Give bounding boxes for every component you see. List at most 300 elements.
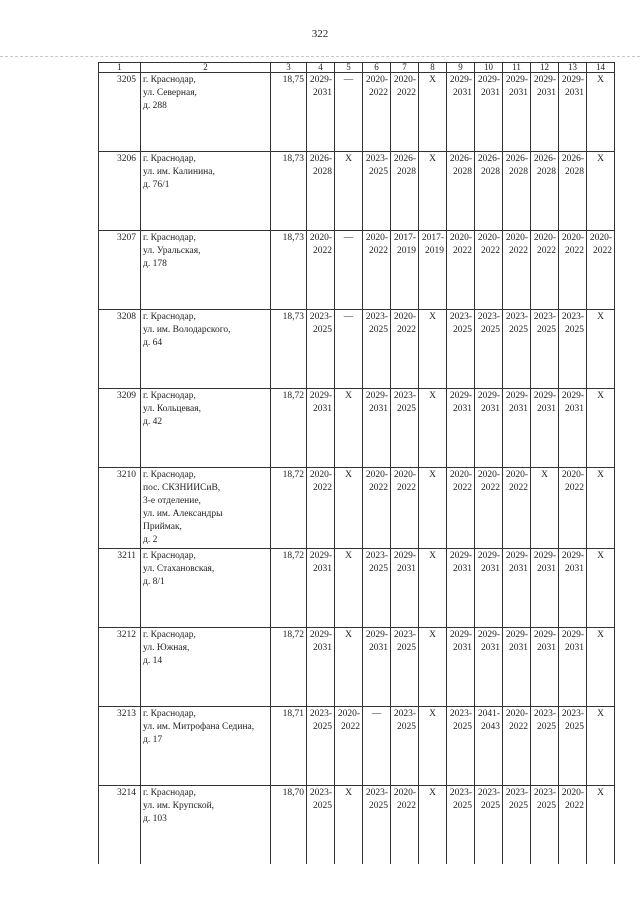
period-text: 2031 [369,404,388,414]
period-text: 2031 [481,643,500,653]
address-line: ул. им. Митрофана Седина, [143,722,255,732]
column-header: 8 [419,63,447,73]
period-cell [503,73,531,152]
period-cell [587,73,615,152]
period-text: Х [597,551,604,561]
period-cell [363,310,391,389]
period-text: 2025 [509,801,528,811]
period-cell [391,310,419,389]
period-text: 2020- [393,788,416,798]
period-cell [419,389,447,468]
period-text: 2029- [561,630,584,640]
period-text: 2026- [309,154,332,164]
period-cell [503,786,531,865]
period-text: 2025 [313,801,332,811]
period-text: 2026- [505,154,528,164]
period-text: 2020- [477,233,500,243]
address-line: д. 8/1 [143,577,165,587]
column-header: 10 [475,63,503,73]
period-text: 2029- [365,630,388,640]
period-text: 2020- [309,233,332,243]
column-header: 6 [363,63,391,73]
column-header: 4 [307,63,335,73]
period-text: 2020- [393,470,416,480]
period-text: Х [429,391,436,401]
period-cell [587,468,615,549]
period-text: 2025 [313,325,332,335]
address-line: ул. им. Калинина, [143,167,215,177]
period-text: 2023- [477,312,500,322]
address-cell [141,549,271,628]
period-text: 2031 [453,643,472,653]
period-text: 2025 [481,325,500,335]
period-text: 2031 [509,643,528,653]
period-cell [559,231,587,310]
period-cell [419,468,447,549]
period-text: 2025 [537,325,556,335]
address-line: д. 64 [143,338,163,348]
period-text: 2031 [565,564,584,574]
period-cell [475,73,503,152]
address-line: ул. Северная, [143,88,197,98]
row-number: 3212 [99,628,141,707]
period-text: 2023- [365,154,388,164]
period-cell [447,549,475,628]
period-cell [391,786,419,865]
period-cell [531,628,559,707]
period-text: 2023- [449,709,472,719]
period-cell [307,389,335,468]
address-line: ул. Стахановская, [143,564,215,574]
period-cell [447,389,475,468]
period-cell [475,152,503,231]
period-text: 2029- [477,630,500,640]
period-text: 2025 [453,722,472,732]
period-cell [559,549,587,628]
period-text: Х [541,470,548,480]
period-text: 2025 [397,404,416,414]
period-text: 2022 [481,246,500,256]
period-cell [307,310,335,389]
period-text: 2025 [565,325,584,335]
period-text: 2025 [313,722,332,732]
period-text: 2031 [537,88,556,98]
row-number: 3205 [99,73,141,152]
period-text: 2028 [453,167,472,177]
period-cell [335,549,363,628]
period-text: 2022 [537,246,556,256]
period-text: 2020- [337,709,360,719]
period-cell [587,152,615,231]
period-cell [363,231,391,310]
period-text: 2031 [509,564,528,574]
period-text: Х [597,312,604,322]
period-cell [335,628,363,707]
table-row [99,73,615,152]
row-number: 3213 [99,707,141,786]
period-text: Х [345,391,352,401]
period-cell [559,73,587,152]
period-text: Х [429,312,436,322]
period-cell [531,310,559,389]
period-text: 2028 [565,167,584,177]
period-text: 2022 [369,246,388,256]
period-text: 2023- [561,709,584,719]
period-text: Х [597,470,604,480]
address-cell [141,73,271,152]
period-text: 2026- [477,154,500,164]
period-cell [363,628,391,707]
period-cell [363,549,391,628]
period-text: 2022 [453,483,472,493]
period-cell [531,152,559,231]
period-text: Х [597,391,604,401]
period-text: 2029- [477,391,500,401]
address-cell [141,310,271,389]
table-row [99,389,615,468]
period-text: Х [345,788,352,798]
period-cell [447,628,475,707]
period-cell [587,310,615,389]
period-text: 2029- [561,551,584,561]
period-text: 2022 [313,483,332,493]
period-cell [391,152,419,231]
period-cell [391,389,419,468]
period-cell [363,468,391,549]
period-cell [559,707,587,786]
area-value: 18,73 [271,231,307,310]
period-cell [419,786,447,865]
period-text: 2020- [477,470,500,480]
address-line: г. Краснодар, [143,630,196,640]
period-text: 2022 [593,246,612,256]
period-cell [503,549,531,628]
period-cell [475,628,503,707]
period-cell [335,468,363,549]
page-number: 322 [311,28,329,40]
period-text: 2029- [449,75,472,85]
period-text: Х [429,470,436,480]
period-text: 2023- [309,788,332,798]
column-header: 9 [447,63,475,73]
period-cell [503,310,531,389]
period-text: 2031 [453,404,472,414]
period-text: 2020- [365,233,388,243]
period-cell [335,152,363,231]
period-text: 2025 [537,801,556,811]
area-value: 18,70 [271,786,307,865]
period-text: 2031 [313,643,332,653]
period-text: 2029- [449,391,472,401]
period-cell [335,231,363,310]
period-text: 2025 [369,564,388,574]
period-cell [531,231,559,310]
period-cell [307,549,335,628]
period-text: 2023- [309,312,332,322]
period-text: 2023- [365,551,388,561]
period-cell [307,152,335,231]
period-cell [475,389,503,468]
period-text: 2029- [309,75,332,85]
address-line: Приймак, [143,522,182,532]
period-text: 2020- [393,312,416,322]
period-cell [587,549,615,628]
period-text: Х [429,75,436,85]
address-line: г. Краснодар, [143,154,196,164]
period-text: 2023- [533,709,556,719]
period-text: 2023- [393,709,416,719]
period-text: 2029- [533,391,556,401]
column-header: 2 [141,63,271,73]
period-cell [559,310,587,389]
period-text: Х [345,154,352,164]
period-text: 2020- [505,233,528,243]
period-cell [363,73,391,152]
period-text: 2031 [369,643,388,653]
address-line: г. Краснодар, [143,233,196,243]
column-header: 11 [503,63,531,73]
period-text: 2022 [313,246,332,256]
period-text: 2025 [453,325,472,335]
period-text: 2031 [481,404,500,414]
period-text: 2031 [481,564,500,574]
period-text: 2029- [449,630,472,640]
period-cell [335,707,363,786]
period-cell [475,310,503,389]
period-cell [447,786,475,865]
period-cell [475,231,503,310]
period-text: 2020- [505,709,528,719]
period-text: Х [597,709,604,719]
period-text: 2026- [393,154,416,164]
period-cell [587,389,615,468]
table-row [99,786,615,865]
period-cell [335,786,363,865]
period-text: 2029- [533,551,556,561]
period-text: 2031 [313,88,332,98]
period-text: 2022 [509,483,528,493]
period-text: — [343,75,354,85]
table-row [99,549,615,628]
period-text: 2020- [505,470,528,480]
address-cell [141,786,271,865]
period-text: 2031 [565,404,584,414]
column-header: 12 [531,63,559,73]
period-text: 2029- [505,75,528,85]
period-text: Х [597,788,604,798]
period-cell [391,231,419,310]
address-line: г. Краснодар, [143,788,196,798]
column-header: 13 [559,63,587,73]
period-text: Х [429,551,436,561]
period-text: 2025 [369,801,388,811]
period-cell [419,310,447,389]
period-cell [531,786,559,865]
period-cell [307,73,335,152]
period-text: 2031 [537,643,556,653]
period-text: 2031 [313,564,332,574]
period-text: 2029- [533,75,556,85]
period-text: 2028 [313,167,332,177]
period-text: 2026- [561,154,584,164]
period-text: 2029- [505,630,528,640]
address-line: г. Краснодар, [143,312,196,322]
period-cell [447,707,475,786]
period-text: 2025 [537,722,556,732]
period-text: 2023- [393,630,416,640]
row-number: 3209 [99,389,141,468]
address-line: д. 288 [143,101,167,111]
period-text: 2029- [393,551,416,561]
period-text: 2019 [397,246,416,256]
period-cell [307,231,335,310]
period-cell [447,231,475,310]
area-value: 18,72 [271,628,307,707]
period-cell [559,389,587,468]
period-text: 2025 [397,643,416,653]
period-text: 2022 [397,483,416,493]
period-text: 2019 [425,246,444,256]
period-cell [587,628,615,707]
period-text: Х [597,75,604,85]
period-text: 2026- [449,154,472,164]
period-cell [307,786,335,865]
period-text: 2029- [309,630,332,640]
period-text: 2025 [509,325,528,335]
period-text: 2031 [453,88,472,98]
period-text: 2022 [481,483,500,493]
period-cell [531,389,559,468]
period-text: 2023- [505,312,528,322]
period-text: 2023- [365,312,388,322]
period-cell [475,786,503,865]
area-value: 18,73 [271,152,307,231]
period-text: 2017- [393,233,416,243]
column-header: 7 [391,63,419,73]
period-text: 2023- [365,788,388,798]
period-cell [447,152,475,231]
period-text: Х [597,630,604,640]
period-text: 2023- [505,788,528,798]
period-cell [391,628,419,707]
period-cell [391,707,419,786]
period-text: 2028 [537,167,556,177]
period-text: 2041- [477,709,500,719]
period-text: 2031 [481,88,500,98]
period-text: Х [429,630,436,640]
period-cell [335,310,363,389]
area-value: 18,72 [271,549,307,628]
period-cell [587,786,615,865]
address-line: г. Краснодар, [143,470,196,480]
address-cell [141,468,271,549]
address-cell [141,707,271,786]
period-text: 2020- [449,233,472,243]
row-number: 3208 [99,310,141,389]
address-line: г. Краснодар, [143,709,196,719]
period-cell [503,389,531,468]
address-line: г. Краснодар, [143,391,196,401]
period-text: 2023- [449,788,472,798]
period-text: 2043 [481,722,500,732]
address-line: д. 76/1 [143,180,170,190]
buildings-table [98,62,615,864]
period-text: 2023- [477,788,500,798]
area-value: 18,72 [271,389,307,468]
period-text: 2022 [341,722,360,732]
area-value: 18,75 [271,73,307,152]
period-cell [391,468,419,549]
period-cell [559,152,587,231]
period-cell [531,73,559,152]
period-text: 2025 [369,167,388,177]
period-text: 2029- [477,75,500,85]
period-cell [363,707,391,786]
period-text: 2028 [397,167,416,177]
address-cell [141,152,271,231]
period-text: 2022 [509,722,528,732]
period-cell [503,152,531,231]
table-row [99,310,615,389]
period-cell [419,628,447,707]
period-text: 2031 [509,404,528,414]
period-cell [447,310,475,389]
address-line: ул. им. Володарского, [143,325,231,335]
address-line: ул. Уральская, [143,246,201,256]
period-text: 2029- [449,551,472,561]
period-text: 2023- [393,391,416,401]
row-number: 3211 [99,549,141,628]
period-text: — [343,233,354,243]
period-text: 2029- [309,551,332,561]
address-line: ул. им. Крупской, [143,801,215,811]
period-text: 2020- [365,75,388,85]
period-text: 2031 [565,643,584,653]
period-cell [559,628,587,707]
period-cell [363,152,391,231]
period-cell [391,73,419,152]
period-cell [559,468,587,549]
period-cell [335,73,363,152]
period-text: Х [429,788,436,798]
period-text: 2022 [453,246,472,256]
period-text: 2022 [565,246,584,256]
row-number: 3207 [99,231,141,310]
period-text: 2023- [533,312,556,322]
period-text: 2029- [561,391,584,401]
period-cell [475,549,503,628]
period-text: 2020- [365,470,388,480]
row-number: 3210 [99,468,141,549]
period-cell [391,549,419,628]
period-text: 2020- [561,470,584,480]
address-line: 3-е отделение, [143,496,201,506]
period-cell [559,786,587,865]
period-text: 2031 [537,404,556,414]
period-text: 2031 [453,564,472,574]
period-text: 2028 [509,167,528,177]
period-cell [503,628,531,707]
period-text: 2022 [565,483,584,493]
address-line: д. 103 [143,814,167,824]
period-text: Х [429,709,436,719]
period-text: — [343,312,354,322]
period-text: 2020- [561,788,584,798]
period-text: 2020- [309,470,332,480]
period-text: 2031 [565,88,584,98]
period-text: Х [429,154,436,164]
period-text: 2022 [369,483,388,493]
